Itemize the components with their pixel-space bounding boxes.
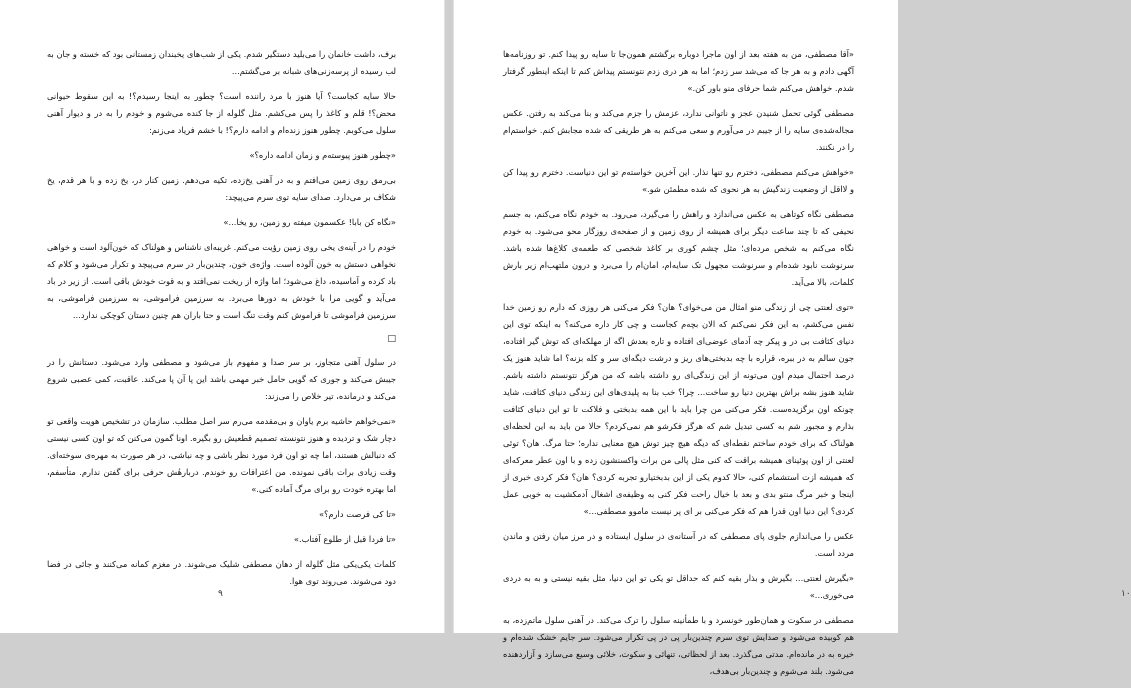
paragraph: بی‌رمق روی زمین می‌افتم و به در آهنی یخ‌زده، تکیه می‌دهم. زمین کنار در، یخ زده و با هر قدم، یخ شکاف بر می‌دارد. صدای سایه توی سرم می‌پیچد: <box>47 175 396 202</box>
section-break-mark: □ <box>387 334 396 344</box>
paragraph: عکس را می‌اندازم جلوی پای مصطفی که در آستانه‌ی در سلول ایستاده و در مرز میان رفتن و ماندن مردد است. <box>503 531 854 558</box>
paragraph: مصطفی نگاه کوتاهی به عکس می‌اندازد و راهش را می‌گیرد، می‌رود. به خودم نگاه می‌کنم، به جسم نحیفی که تا چند ساعت دیگر برای همیشه از روی زمین و از صفحه‌ی روزگار محو می‌شود. به خودم نگاه می‌کنم به شخص مرده‌ای؛ مثل چشم کوری بر کاغذ شخصی که طعمه‌ی کلاغ‌ها شده باشد. سرنوشت نابود شده‌ام و سرنوشت مجهول تک سایه‌ام، امان‌ام را می‌برد و درون ملتهب‌ام زیر بارش کلمات، بالا می‌آید. <box>503 209 854 287</box>
dialogue-paragraph: «نمی‌خواهم حاشیه برم یاوان و بی‌مقدمه می‌رم سر اصل مطلب. سازمان در تشخیص هویت واقعی تو دچار شک و تردیده و هنوز نتونسته تصمیم قطعیش رو بگیره. اونا گمون می‌کنن که تو اون کسی نیستی که دنبالش هستند، اما چه تو اون فرد مورد نظر باشی و چه نباشی، در هر صورت به مهره‌ی سوخته‌ای. وقت زیادی برات باقی نمونده. من اعترافات رو خوندم. دربارهٔش حرفی برای گفتن ندارم. متأسفم، اما بهتره خودت رو برای مرگ آماده کنی.» <box>47 416 396 494</box>
left-page <box>0 0 445 633</box>
page-number: ۱۰ <box>1121 589 1131 599</box>
paragraph: مصطفی گوئی تحمل شنیدن عجز و ناتوانی ندارد، عزمش را جزم می‌کند و بنا می‌کند به رفتن. عکس مجاله‌شده‌ی سایه را از جیبم در می‌آورم و سعی می‌کنم به هر طریقی که شده مجابش کنم. خواستم‌ام را در نکنند. <box>503 108 854 152</box>
paragraph: کلمات یکی‌یکی مثل گلوله از دهان مصطفی شلیک می‌شوند. در مغزم کمانه می‌کنند و جائی در فضا دود می‌شوند. می‌روند توی هوا. <box>47 559 396 586</box>
page-number: ۹ <box>218 589 223 599</box>
dialogue-line: «نگاه کن بابا! عکسمون میفته رو زمین، رو یخا...» <box>223 217 396 227</box>
right-page <box>453 0 1131 676</box>
paragraph: خودم را در آینه‌ی یخی روی زمین رؤیت می‌کنم. غریبه‌ای ناشناس و هولناک که خون‌آلود است و خواهی نخواهی دستش به خون آلوده است. واژه‌ی خون، چندین‌بار در سرم می‌پیچد و تکرار می‌شود و کلام که باد کرده و آماسیده، داغ می‌شود؛ اما واژه از ریخت نمی‌افتد و به قوت خودش باقی است. از زیر در باد می‌آید و گویی مرا با خودش به دورها می‌برد. به سرزمین فراموشی، به سرزمین فراموشی، به سرزمین فراموشی تا فراموش کنم وقت تنگ است و حتا باران هم چنین دستان کوچکی ندارد... <box>47 242 396 320</box>
dialogue-line: «تا فردا قبل از طلوع آفتاب.» <box>293 534 396 544</box>
paragraph: در سلول آهنی متجاوز، بر سر صدا و مفهوم باز می‌شود و مصطفی وارد می‌شود. دستانش را در جیبش می‌کند و جوری که گویی حامل خبر مهمی باشد این پا آن پا می‌کند. عاقبت، کمی عصبی شروع می‌کند و درمانده، تیر خلاص را می‌زند: <box>47 357 396 401</box>
left-page-text <box>47 46 396 598</box>
dialogue-paragraph: «توی لعنتی چی از زندگی منو امثال من می‌خوای؟ هان؟ فکر می‌کنی هر روزی که دارم رو زمین خدا نفس می‌کشم، به این فکر نمی‌کنم که الان بچه‌م کجاست و چی کار داره می‌کنه؟ به اینکه توی این دنیای کثافت بی در و پیکر چه آدمای عوضی‌ای افتاده و تاره بعدش اگه از مهلکه‌ای که توش گیر افتاده، جون سالم به در ببره، قراره با چه بدبختی‌های ریز و درشت دیگه‌ای سر و کله بزنه؟ اما شاید هنوز یک درصد احتمال میدم اون می‌تونه از این زندگی‌ای رو داشته باشه که من هرگز نتونستم داشته باشم. شاید هنوز بشه براش بهترین دنیا رو ساخت... چرا؟ خب بنا به پلیدی‌های این زندگی دنیای کثافت، شاید چونکه اون برگزیده‌ست. فکر می‌کنی من چرا باید با این همه بدبختی و فلاکت تا تو این دنیای کثافت بذارم و مجبور شم به کسی تبدیل شم که هرگز فکرشو هم نمی‌کردم؟ حالا من باید به این لحظه‌ای هولناک که برای خودم ساختم نقطه‌ای که دیگه هیچ چیز توش هیچ معنایی نداره؛ حتا مرگ. هان؟ توئی لعنتی از اون پوئینای همیشه براقت که کنی مثل پالی من برات واکسنشون زده و با اون عطر معرکه‌ای که همیشه ازت استشمام کنی، حالا کدوم یکی از این بدبختیارو تجربه کردی؟ هان؟ فکر کردی خبری از اینجا و خبر مرگ منتو بدی و بعد با خیال راحت فکر کنی به وظیفه‌ی اشغال آدمکشیت به خوبی عمل کردی؟ این دنیا اون قدرا هم که فکر می‌کنی بر ای پر نیست ماموو مصطفی...» <box>503 302 854 516</box>
dialogue-line: «تا کی فرصت دارم؟» <box>318 509 396 519</box>
paragraph: حالا سایه کجاست؟ آیا هنوز با مرد راننده است؟ چطور به اینجا رسیدم؟! به این سقوط حیوانی محض؟! قلم و کاغذ را پس می‌کشم. مثل گلوله از جا کنده می‌شوم و خودم را به در و دیوار آهنی سلول می‌کوبم. چطور هنوز زنده‌ام و ادامه دارم؟! با خشم فریاد می‌زنم: <box>47 91 396 135</box>
paragraph: مصطفی در سکوت و همان‌طور خونسرد و با طمأنینه سلول را ترک می‌کند. در آهنی سلول ماتم‌زده، به هم کوبیده می‌شود و صدایش توی سرم چندین‌بار پی در پی تکرار می‌شود. سر جایم خشک شده‌ام و خیره به در مانده‌ام. مدتی می‌گذرد. بعد از لحظاتی، تنهائی و سکوت، خلائی وسیع می‌سازد و آزاردهنده می‌شود. بلند می‌شوم و چندین‌بار بی‌هدف، <box>503 615 854 676</box>
dialogue-line: «بگیرش لعنتی... بگیرش و بذار بقیه کنم که حداقل تو یکی تو این دنیا، مثل بقیه نیستی و به به دردی می‌خوری...» <box>503 573 854 600</box>
right-page-text <box>503 46 854 688</box>
dialogue-line: «چطور هنوز پیوسته‌م و زمان ادامه داره؟» <box>249 150 396 160</box>
dialogue-paragraph: «آقا مصطفی، من به هفته بعد از اون ماجرا دوباره برگشتم همون‌جا تا سایه رو پیدا کنم. تو روزنامه‌ها آگهی دادم و به هر جا که می‌شد سر زدم؛ اما به هر دری زدم نتونستم پیداش کنم تا اینکه اینطور گرفتار شدم. خواهش می‌کنم شما حرفای منو باور کن.» <box>503 49 854 93</box>
paragraph: برف، داشت خانمان را می‌بلید دستگیر شدم. یکی از شب‌های یخبندان زمستانی بود که خسته و جان به لب رسیده از پرسه‌زنی‌های شبانه بر می‌گشتم... <box>47 49 396 76</box>
dialogue-paragraph: «خواهش می‌کنم مصطفی، دخترم رو تنها نذار. این آخرین خواسته‌م تو این دنیاست. دخترم رو پیدا کن و لااقل از وضعیت زندگیش به هر نحوی که شده مطمئن شو.» <box>503 167 854 194</box>
